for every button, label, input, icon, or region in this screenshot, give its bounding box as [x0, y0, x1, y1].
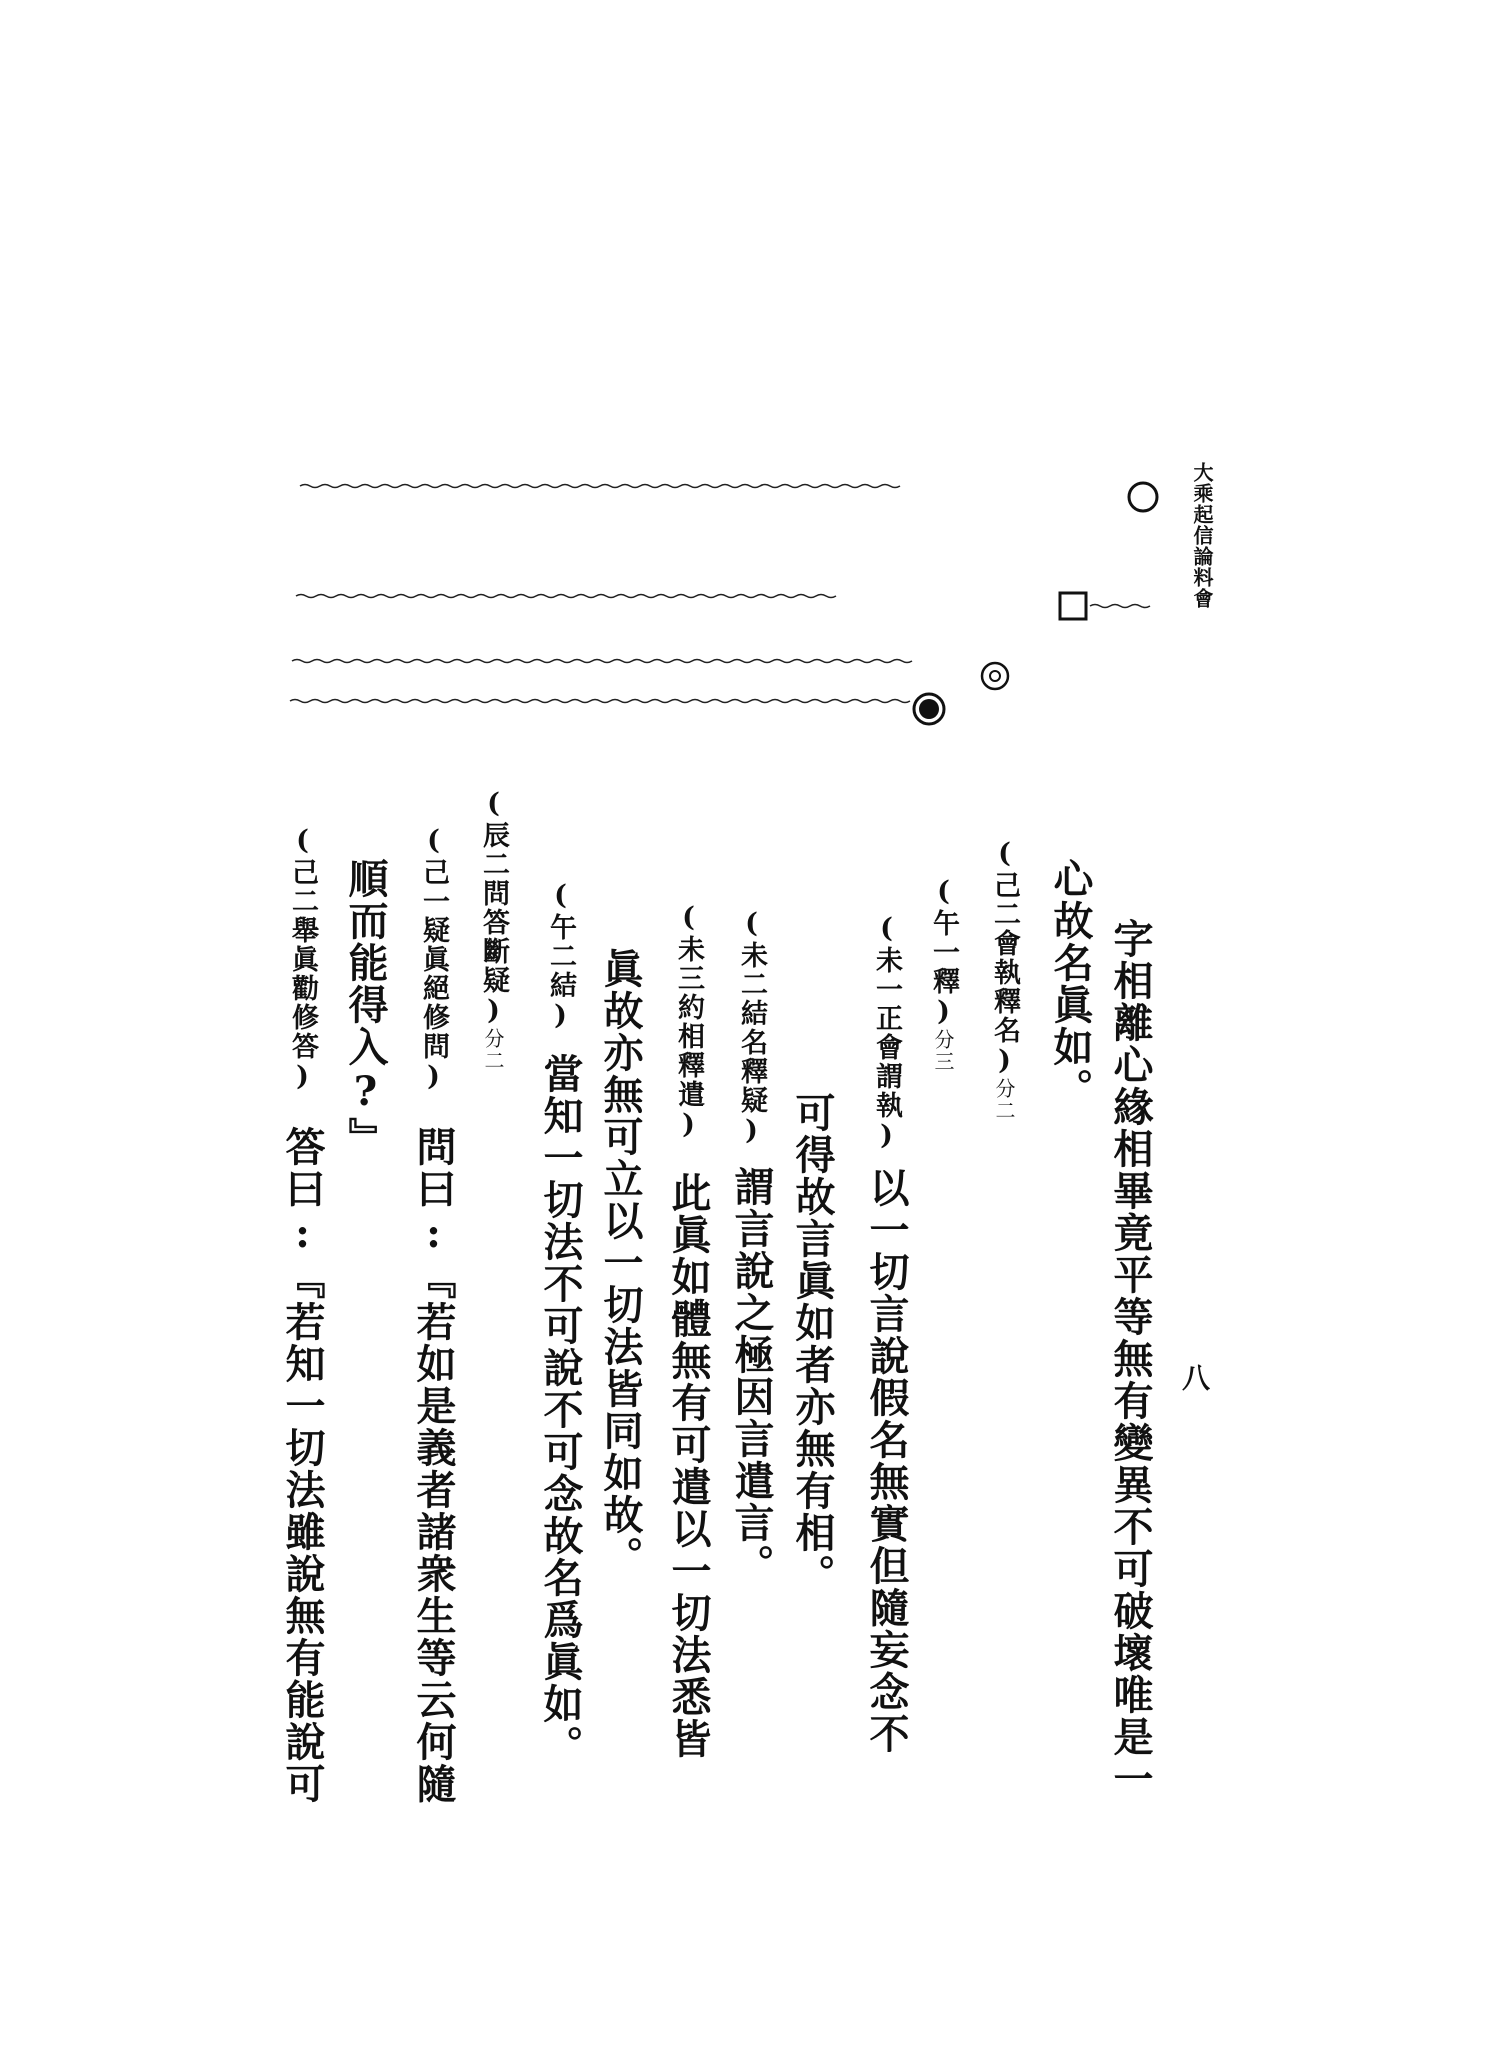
h8-head: (己一疑眞絕修問) — [418, 825, 449, 1094]
h7-tail: 分二 — [481, 1028, 505, 1072]
hollow-circle-marker — [1129, 483, 1157, 511]
h5-text: 此眞如體無有可遣以一切法悉皆 — [665, 1172, 712, 1760]
wavy-line-2 — [296, 595, 836, 598]
text-column-14 — [279, 825, 326, 1805]
page-number: 八 — [1178, 1363, 1211, 1393]
wavy-line-3 — [292, 660, 912, 663]
section-heading-h2 — [930, 876, 957, 1073]
section-heading-h1 — [991, 838, 1018, 1122]
text-column-6: 可得故言眞如者亦無有相。 — [789, 1092, 836, 1596]
h4-text: 謂言說之極因言遣言。 — [728, 1166, 775, 1586]
text-column-7 — [728, 908, 775, 1586]
h1-tail: 分二 — [992, 1078, 1016, 1122]
filled-circle-marker-core — [919, 699, 939, 719]
text-column-13: 順而能得入?』 — [342, 858, 389, 1159]
text-column-10 — [537, 880, 584, 1767]
h9-head: (己二舉眞勸修答) — [287, 825, 318, 1094]
h3-head: (未一正會謂執) — [871, 913, 902, 1153]
h5-head: (未三約相釋遣) — [673, 902, 704, 1142]
h3-text: 以一切言說假名無實但隨妄念不 — [863, 1167, 910, 1755]
wavy-line-4 — [290, 700, 910, 703]
h2-tail: 分三 — [931, 1029, 955, 1073]
text-column-5 — [863, 913, 910, 1755]
text-column-12 — [410, 825, 457, 1805]
h4-head: (未二結名釋疑) — [736, 908, 767, 1148]
text-column-8 — [665, 902, 712, 1760]
wavy-line-2-tail — [1090, 605, 1150, 608]
text-column-2: 心故名眞如。 — [1047, 858, 1094, 1110]
h7-head: (辰二問答斷疑) — [478, 788, 509, 1028]
h2-head: (午一釋) — [928, 876, 959, 1029]
section-heading-h7 — [480, 788, 507, 1072]
h9-text: 答曰:『若知一切法雖說無有能說可 — [279, 1126, 326, 1805]
text-column-1: 字相離心緣相畢竟平等無有變異不可破壞唯是一 — [1107, 918, 1154, 1800]
book-title: 大乘起信論料會 — [1190, 462, 1214, 609]
double-circle-marker — [982, 663, 1008, 689]
text-column-9: 眞故亦無可立以一切法皆同如故。 — [597, 948, 644, 1578]
wavy-line-1 — [300, 485, 900, 488]
h1-head: (己二會執釋名) — [989, 838, 1020, 1078]
h6-text: 當知一切法不可說不可念故名爲眞如。 — [537, 1053, 584, 1767]
h8-text: 問曰:『若如是義者諸衆生等云何隨 — [410, 1126, 457, 1805]
square-marker — [1060, 593, 1086, 619]
h6-head: (午二結) — [545, 880, 576, 1033]
